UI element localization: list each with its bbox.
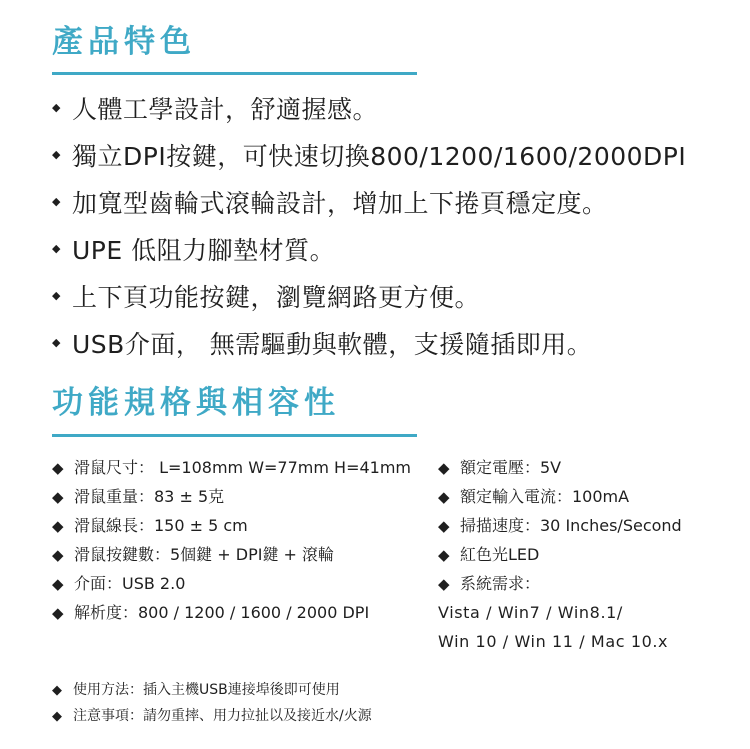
- diamond-bullet-icon: ◆: [52, 459, 64, 477]
- diamond-bullet-icon: ◆: [52, 195, 61, 208]
- diamond-bullet-icon: ◆: [438, 488, 450, 506]
- compat-line: [438, 627, 682, 656]
- spec-text: 額定電壓：5V: [460, 458, 562, 477]
- diamond-bullet-icon: ◆: [52, 709, 62, 724]
- diamond-bullet-icon: ◆: [52, 683, 62, 698]
- spec-text: 系統需求：: [460, 574, 541, 593]
- spec-text: 滑鼠按鍵數：5個鍵 + DPI鍵 + 滾輪: [74, 545, 335, 564]
- diamond-bullet-icon: ◆: [438, 459, 450, 477]
- note-item: [52, 678, 372, 704]
- diamond-bullet-icon: ◆: [438, 575, 450, 593]
- diamond-bullet-icon: ◆: [52, 488, 64, 506]
- spec-text: 額定輸入電流：100mA: [460, 487, 630, 506]
- note-text: 注意事項：請勿重摔、用力拉扯以及接近水/火源: [73, 708, 372, 724]
- spec-text: 解析度：800 / 1200 / 1600 / 2000 DPI: [74, 603, 370, 622]
- spec-item: [438, 540, 682, 569]
- specs-title: 功能規格與相容性: [52, 385, 340, 421]
- spec-list-left: [52, 453, 411, 627]
- spec-text: 介面：USB 2.0: [74, 574, 186, 593]
- feature-item: [52, 326, 686, 373]
- spec-item: [52, 540, 411, 569]
- diamond-bullet-icon: ◆: [438, 546, 450, 564]
- spec-item: [52, 569, 411, 598]
- diamond-bullet-icon: ◆: [52, 546, 64, 564]
- feature-item: [52, 279, 686, 326]
- spec-item: [438, 511, 682, 540]
- feature-text: 上下頁功能按鍵，瀏覽網路更方便。: [72, 283, 481, 312]
- spec-text: 掃描速度：30 Inches/Second: [460, 516, 682, 535]
- feature-item: [52, 91, 686, 138]
- feature-item: [52, 232, 686, 279]
- spec-item: [52, 453, 411, 482]
- feature-item: [52, 138, 686, 185]
- diamond-bullet-icon: ◆: [52, 336, 61, 349]
- diamond-bullet-icon: ◆: [438, 517, 450, 535]
- spec-item: [438, 453, 682, 482]
- features-title: 產品特色: [52, 24, 196, 60]
- diamond-bullet-icon: ◆: [52, 148, 61, 161]
- spec-text: 紅色光LED: [460, 545, 540, 564]
- spec-item: [52, 598, 411, 627]
- diamond-bullet-icon: ◆: [52, 101, 61, 114]
- feature-text: 加寬型齒輪式滾輪設計，增加上下捲頁穩定度。: [72, 189, 608, 218]
- compat-text: Vista / Win7 / Win8.1/: [438, 603, 623, 622]
- feature-text: 獨立DPI按鍵，可快速切換800/1200/1600/2000DPI: [72, 142, 687, 171]
- note-text: 使用方法：插入主機USB連接埠後即可使用: [73, 682, 340, 698]
- spec-text: 滑鼠線長：150 ± 5 cm: [74, 516, 248, 535]
- spec-text: 滑鼠尺寸： L=108mm W=77mm H=41mm: [74, 458, 412, 477]
- notes-list: [52, 678, 372, 730]
- feature-text: UPE 低阻力腳墊材質。: [72, 236, 336, 265]
- spec-list-right: [438, 453, 682, 656]
- features-list: [52, 91, 686, 373]
- spec-text: 滑鼠重量：83 ± 5克: [74, 487, 225, 506]
- spec-item: [438, 482, 682, 511]
- diamond-bullet-icon: ◆: [52, 242, 61, 255]
- note-item: [52, 704, 372, 730]
- spec-item: [52, 482, 411, 511]
- diamond-bullet-icon: ◆: [52, 517, 64, 535]
- feature-text: USB介面， 無需驅動與軟體，支援隨插即用。: [72, 330, 593, 359]
- diamond-bullet-icon: ◆: [52, 289, 61, 302]
- feature-item: [52, 185, 686, 232]
- spec-item: [52, 511, 411, 540]
- compat-line: [438, 598, 682, 627]
- compat-text: Win 10 / Win 11 / Mac 10.x: [438, 632, 669, 651]
- features-title-underline: [52, 72, 417, 75]
- specs-title-underline: [52, 434, 417, 437]
- diamond-bullet-icon: ◆: [52, 604, 64, 622]
- feature-text: 人體工學設計，舒適握感。: [72, 95, 379, 124]
- diamond-bullet-icon: ◆: [52, 575, 64, 593]
- spec-item: [438, 569, 682, 598]
